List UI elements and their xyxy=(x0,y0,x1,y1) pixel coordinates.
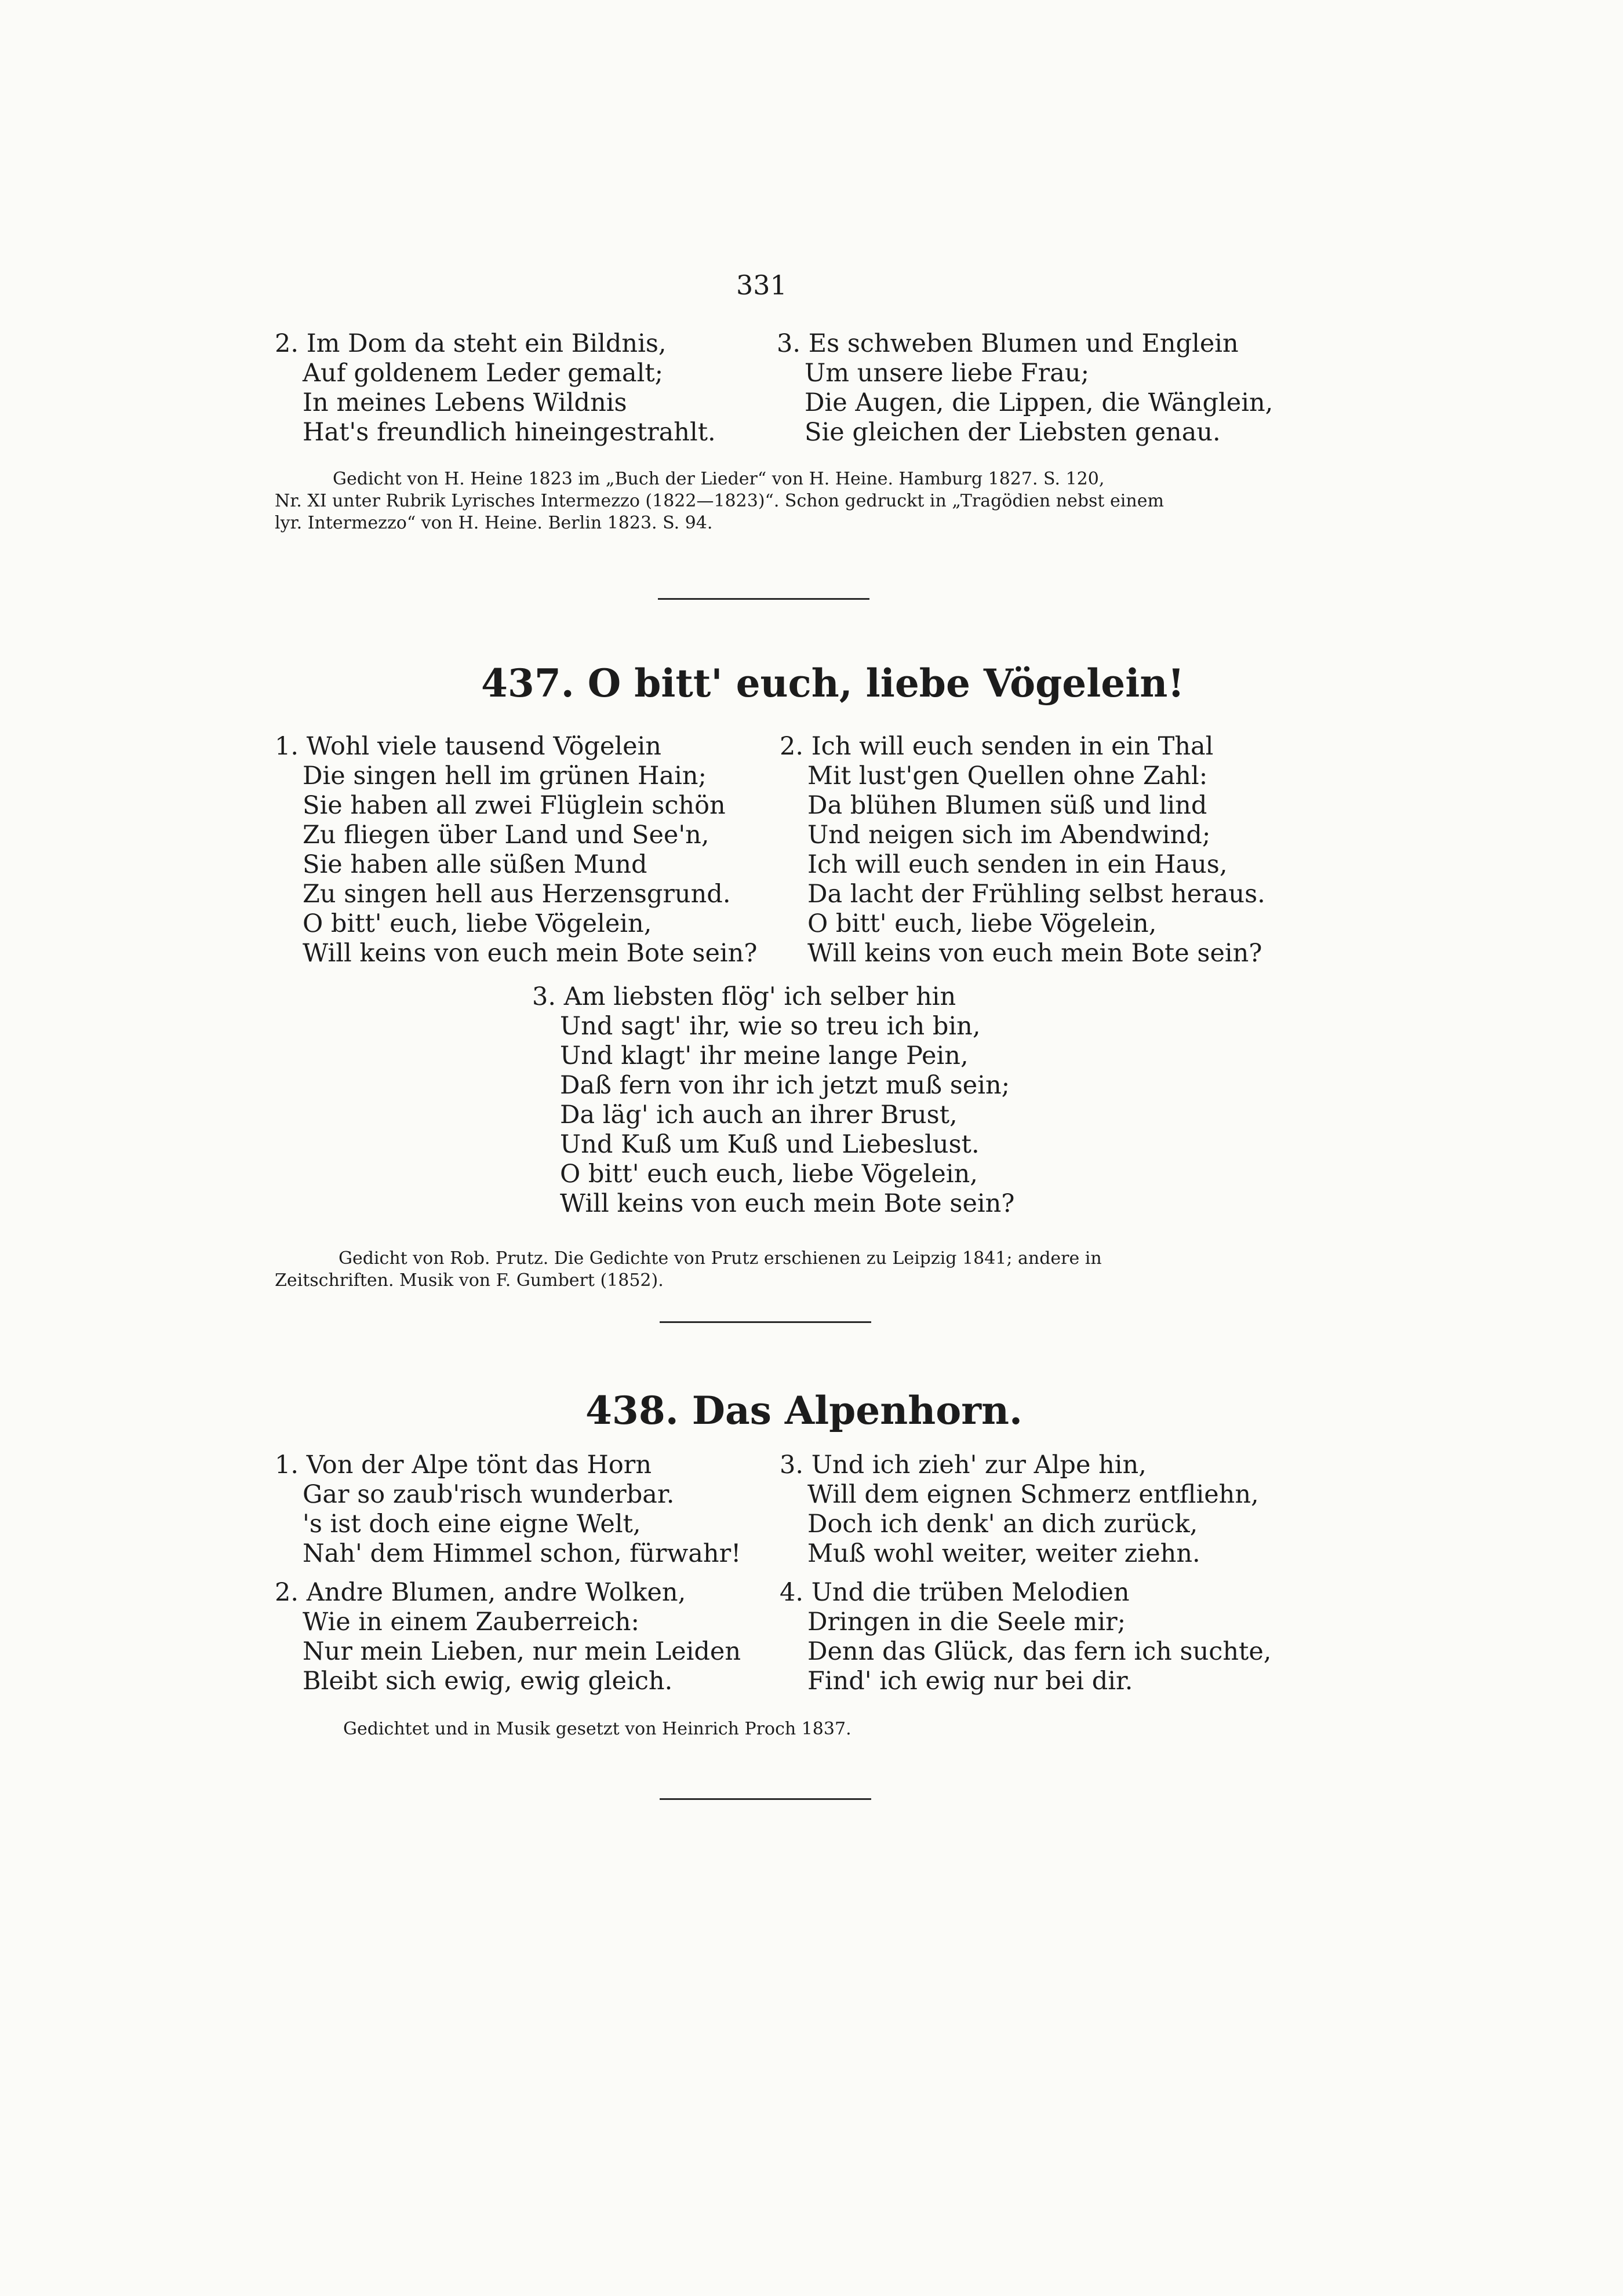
section-divider xyxy=(658,598,869,600)
song-437-source-note xyxy=(275,1248,1102,1292)
verse-line: Nah' dem Himmel schon, fürwahr! xyxy=(303,1539,741,1568)
verse-line: Und neigen sich im Abendwind; xyxy=(807,821,1211,850)
verse-line: Will dem eignen Schmerz entfliehn, xyxy=(807,1480,1259,1509)
song-438-stanza-3 xyxy=(780,1451,1259,1569)
note-line: Gedicht von Rob. Prutz. Die Gedichte von Prutz erschienen zu Leipzig 1841; andere in xyxy=(339,1248,1102,1269)
verse-line: Bleibt sich ewig, ewig gleich. xyxy=(303,1667,673,1696)
verse-line: Sie haben alle süßen Mund xyxy=(303,850,647,879)
verse-line: Find' ich ewig nur bei dir. xyxy=(807,1667,1133,1696)
verse-line: O bitt' euch euch, liebe Vögelein, xyxy=(560,1160,978,1189)
song-438-stanza-1 xyxy=(275,1451,741,1569)
verse-line: Die Augen, die Lippen, die Wänglein, xyxy=(805,388,1273,417)
song-437-title: 437. O bitt' euch, liebe Vögelein! xyxy=(481,661,1185,706)
prev-song-stanza-2 xyxy=(275,329,716,447)
verse-line: Dringen in die Seele mir; xyxy=(807,1608,1126,1637)
verse-line: 2. Andre Blumen, andre Wolken, xyxy=(275,1578,686,1607)
verse-line: Will keins von euch mein Bote sein? xyxy=(560,1189,1015,1218)
song-437-stanza-3 xyxy=(532,982,1014,1219)
song-438-stanza-2 xyxy=(275,1578,741,1696)
verse-line: Die singen hell im grünen Hain; xyxy=(303,761,707,790)
verse-line: Und sagt' ihr, wie so treu ich bin, xyxy=(560,1012,981,1041)
song-437-stanza-1 xyxy=(275,732,757,968)
section-divider xyxy=(660,1321,871,1323)
verse-line: Ich will euch senden in ein Haus, xyxy=(807,850,1228,879)
verse-line: 2. Ich will euch senden in ein Thal xyxy=(780,732,1214,761)
note-line: lyr. Intermezzo“ von H. Heine. Berlin 1823. S. 94. xyxy=(275,513,713,533)
song-438-title: 438. Das Alpenhorn. xyxy=(585,1388,1023,1433)
verse-line: 1. Wohl viele tausend Vögelein xyxy=(275,732,661,761)
verse-line: Zu singen hell aus Herzensgrund. xyxy=(303,880,731,909)
verse-line: Hat's freundlich hineingestrahlt. xyxy=(303,418,716,447)
verse-line: Mit lust'gen Quellen ohne Zahl: xyxy=(807,761,1208,790)
verse-line: 3. Und ich zieh' zur Alpe hin, xyxy=(780,1451,1147,1479)
section-divider xyxy=(660,1798,871,1800)
verse-line: Um unsere liebe Frau; xyxy=(805,359,1090,388)
verse-line: Da lacht der Frühling selbst heraus. xyxy=(807,880,1265,909)
note-line: Gedichtet und in Musik gesetzt von Heinrich Proch 1837. xyxy=(343,1719,851,1739)
verse-line: Daß fern von ihr ich jetzt muß sein; xyxy=(560,1071,1010,1100)
prev-song-source-note xyxy=(275,468,1164,534)
verse-line: Gar so zaub'risch wunderbar. xyxy=(303,1480,675,1509)
note-line: Gedicht von H. Heine 1823 im „Buch der Lieder“ von H. Heine. Hamburg 1827. S. 120, xyxy=(333,469,1105,489)
verse-line: 3. Es schweben Blumen und Englein xyxy=(777,329,1239,358)
verse-line: Und klagt' ihr meine lange Pein, xyxy=(560,1041,969,1070)
note-line: Nr. XI unter Rubrik Lyrisches Intermezzo (1822—1823)“. Schon gedruckt in „Tragödien nebst einem xyxy=(275,491,1164,511)
verse-line: Da läg' ich auch an ihrer Brust, xyxy=(560,1100,958,1129)
verse-line: Will keins von euch mein Bote sein? xyxy=(303,939,758,968)
verse-line: Auf goldenem Leder gemalt; xyxy=(303,359,664,388)
verse-line: 4. Und die trüben Melodien xyxy=(780,1578,1130,1607)
verse-line: Muß wohl weiter, weiter ziehn. xyxy=(807,1539,1200,1568)
song-438-source-note xyxy=(343,1718,851,1740)
verse-line: O bitt' euch, liebe Vögelein, xyxy=(807,909,1157,938)
verse-line: 's ist doch eine eigne Welt, xyxy=(303,1510,641,1539)
verse-line: 2. Im Dom da steht ein Bildnis, xyxy=(275,329,667,358)
song-437-stanza-2 xyxy=(780,732,1265,968)
verse-line: Da blühen Blumen süß und lind xyxy=(807,791,1207,820)
verse-line: Und Kuß um Kuß und Liebeslust. xyxy=(560,1130,980,1159)
page-number: 331 xyxy=(736,269,787,301)
verse-line: Sie haben all zwei Flüglein schön xyxy=(303,791,726,820)
prev-song-stanza-3 xyxy=(777,329,1273,447)
verse-line: Denn das Glück, das fern ich suchte, xyxy=(807,1637,1272,1666)
verse-line: 3. Am liebsten flög' ich selber hin xyxy=(532,982,956,1011)
verse-line: O bitt' euch, liebe Vögelein, xyxy=(303,909,652,938)
verse-line: 1. Von der Alpe tönt das Horn xyxy=(275,1451,652,1479)
verse-line: Nur mein Lieben, nur mein Leiden xyxy=(303,1637,741,1666)
verse-line: Sie gleichen der Liebsten genau. xyxy=(805,418,1221,447)
verse-line: In meines Lebens Wildnis xyxy=(303,388,627,417)
verse-line: Will keins von euch mein Bote sein? xyxy=(807,939,1262,968)
verse-line: Wie in einem Zauberreich: xyxy=(303,1608,639,1637)
song-438-stanza-4 xyxy=(780,1578,1271,1696)
verse-line: Doch ich denk' an dich zurück, xyxy=(807,1510,1198,1539)
verse-line: Zu fliegen über Land und See'n, xyxy=(303,821,709,850)
note-line: Zeitschriften. Musik von F. Gumbert (1852). xyxy=(275,1270,664,1291)
